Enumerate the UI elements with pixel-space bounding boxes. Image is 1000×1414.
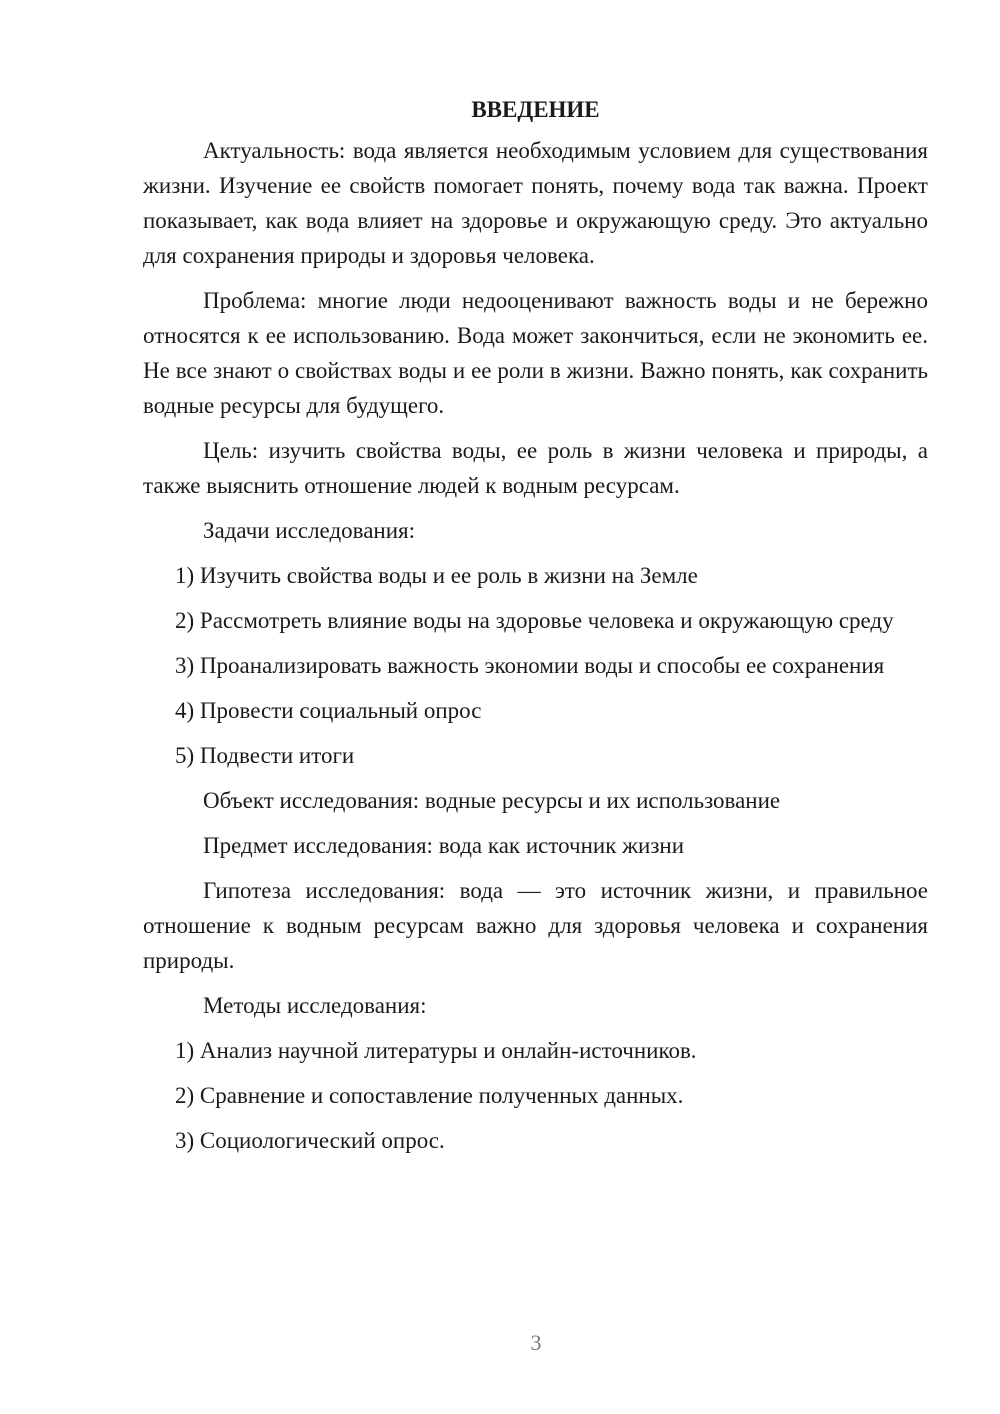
- research-hypothesis: Гипотеза исследования: вода — это источник жизни, и правильное отношение к водным ресурсам важно для здоровья человека и сохранения природы.: [143, 878, 928, 973]
- research-object: Объект исследования: водные ресурсы и их использование: [203, 788, 781, 813]
- method-item: 3) Социологический опрос.: [175, 1128, 445, 1153]
- task-item: 3) Проанализировать важность экономии воды и способы ее сохранения: [175, 653, 885, 678]
- page-content: [143, 92, 928, 1168]
- page-title: ВВЕДЕНИЕ: [471, 97, 600, 122]
- method-item: 2) Сравнение и сопоставление полученных данных.: [175, 1083, 684, 1108]
- page-number: 3: [530, 1330, 542, 1355]
- relevance-paragraph: Актуальность: вода является необходимым условием для существования жизни. Изучение ее свойств помогает понять, почему вода так важна. Проект показывает, как вода влияет на здоровье и окружающую среду. Это актуально для сохранения природы и здоровья человека.: [143, 138, 928, 268]
- methods-heading: Методы исследования:: [203, 993, 427, 1018]
- problem-paragraph: Проблема: многие люди недооценивают важность воды и не бережно относятся к ее использованию. Вода может закончиться, если не экономить ее. Не все знают о свойствах воды и ее роли в жизни. Важно понять, как сохранить водные ресурсы для будущего.: [143, 288, 928, 418]
- tasks-heading: Задачи исследования:: [203, 518, 416, 543]
- research-subject: Предмет исследования: вода как источник жизни: [203, 833, 685, 858]
- task-item: 1) Изучить свойства воды и ее роль в жизни на Земле: [175, 563, 698, 588]
- task-item: 5) Подвести итоги: [175, 743, 355, 768]
- goal-paragraph: Цель: изучить свойства воды, ее роль в жизни человека и природы, а также выяснить отношение людей к водным ресурсам.: [143, 438, 928, 498]
- method-item: 1) Анализ научной литературы и онлайн-источников.: [175, 1038, 697, 1063]
- task-item: 4) Провести социальный опрос: [175, 698, 482, 723]
- task-item: 2) Рассмотреть влияние воды на здоровье человека и окружающую среду: [175, 608, 894, 633]
